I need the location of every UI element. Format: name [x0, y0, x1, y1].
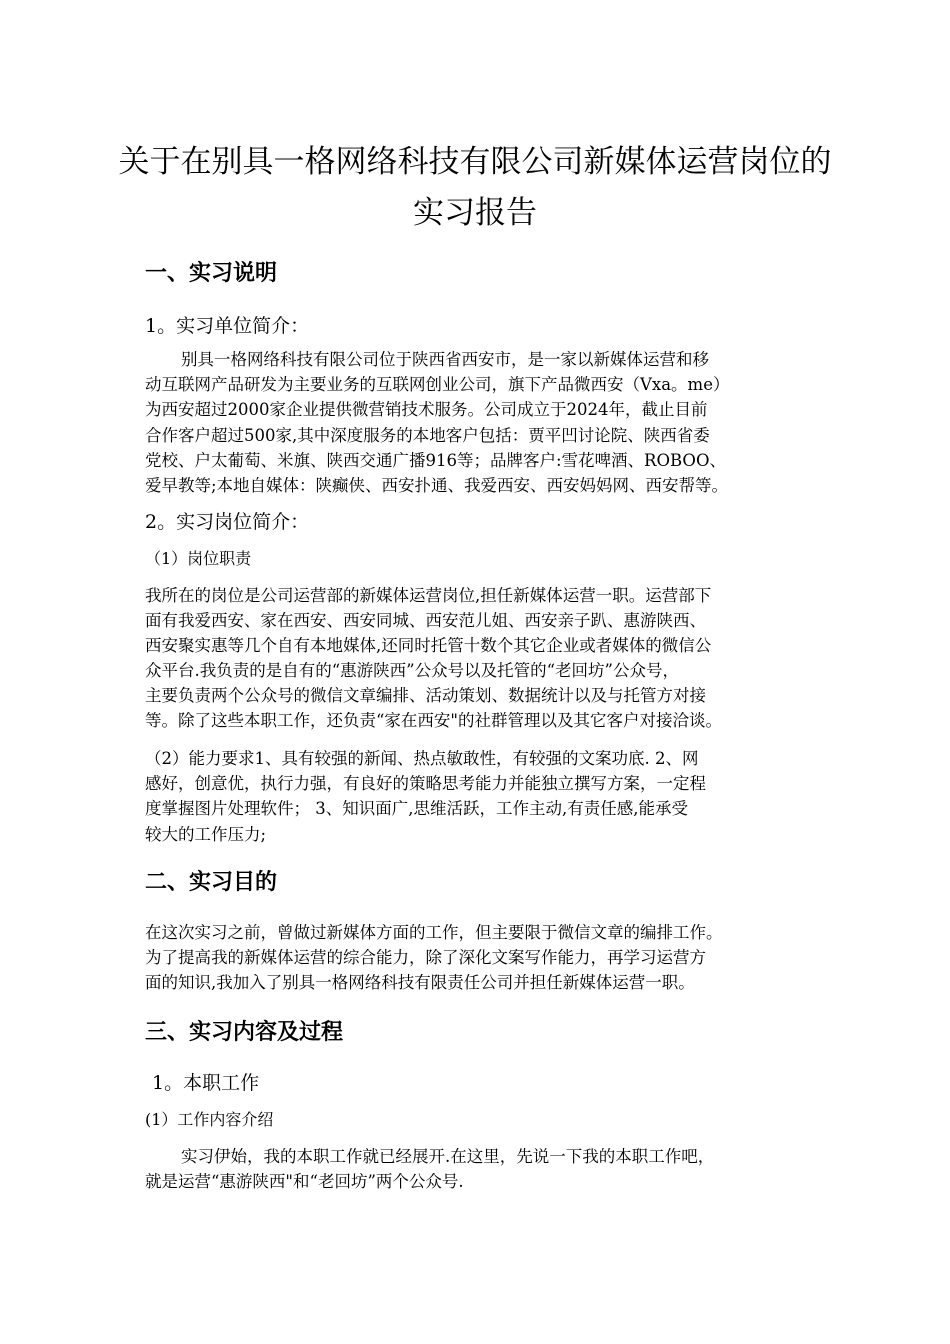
paragraph-line: （2）能力要求1、具有较强的新闻、热点敏敢性，有较强的文案功底. 2、网: [145, 749, 699, 768]
paragraph-line: 实习伊始，我的本职工作就已经展开.在这里，先说一下我的本职工作吧，: [181, 1147, 715, 1166]
subheading-position-intro: 2。实习岗位简介：: [145, 511, 310, 533]
item-heading-work-content: (1）工作内容介绍: [145, 1110, 274, 1129]
report-title-line-2: 实习报告: [413, 195, 537, 231]
report-title-line-1: 关于在别具一格网络科技有限公司新媒体运营岗位的: [118, 144, 832, 180]
paragraph-line: 面的知识,我加入了别具一格网络科技有限责任公司并担任新媒体运营一职。: [145, 973, 695, 992]
paragraph-line: 党校、户太葡萄、米旗、陕西交通广播916等；品牌客户:雪花啤酒、ROBOO、: [145, 451, 726, 470]
section-heading-internship-content: 三、实习内容及过程: [145, 1020, 344, 1045]
paragraph-line: 较大的工作压力;: [145, 825, 267, 844]
paragraph-line: 我所在的岗位是公司运营部的新媒体运营岗位,担任新媒体运营一职。运营部下: [145, 586, 712, 605]
paragraph-line: 动互联网产品研发为主要业务的互联网创业公司，旗下产品微西安（Vxa。me）: [145, 375, 730, 394]
paragraph-line: 众平台.我负责的是自有的“惠游陕西”公众号以及托管的“老回坊”公众号，: [145, 661, 679, 680]
paragraph-line: 合作客户超过500家,其中深度服务的本地客户包括：贾平凹讨论院、陕西省委: [145, 426, 710, 445]
paragraph-line: 为了提高我的新媒体运营的综合能力，除了深化文案写作能力，再学习运营方: [145, 948, 706, 967]
section-heading-internship-description: 一、实习说明: [145, 261, 278, 286]
paragraph-line: 爱早教等;本地自媒体：陕癫侠、西安扑通、我爱西安、西安妈妈网、西安帮等。: [145, 476, 729, 495]
subheading-company-intro: 1。实习单位简介：: [145, 315, 310, 337]
section-heading-internship-purpose: 二、实习目的: [145, 870, 278, 895]
paragraph-line: 西安聚实惠等几个自有本地媒体,还同时托管十数个其它企业或者媒体的微信公: [145, 636, 712, 655]
item-heading-job-duties: （1）岗位职责: [145, 549, 252, 568]
paragraph-line: 等。除了这些本职工作，还负责“家在西安"的社群管理以及其它客户对接洽谈。: [145, 711, 723, 730]
paragraph-line: 在这次实习之前，曾做过新媒体方面的工作，但主要限于微信文章的编排工作。: [145, 923, 723, 942]
subheading-main-duties: 1。本职工作: [152, 1072, 260, 1094]
paragraph-line: 度掌握图片处理软件； 3、知识面广,思维活跃，工作主动,有责任感,能承受: [145, 799, 688, 818]
paragraph-line: 感好，创意优，执行力强，有良好的策略思考能力并能独立撰写方案，一定程: [145, 774, 706, 793]
paragraph-line: 面有我爱西安、家在西安、西安同城、西安范儿姐、西安亲子趴、惠游陕西、: [145, 611, 706, 630]
paragraph-line: 为西安超过2000家企业提供微营销技术服务。公司成立于2024年，截止目前: [145, 400, 708, 419]
paragraph-line: 就是运营“惠游陕西"和“老回坊”两个公众号.: [145, 1172, 464, 1191]
paragraph-line: 主要负责两个公众号的微信文章编排、活动策划、数据统计以及与托管方对接: [145, 686, 706, 705]
paragraph-line: 别具一格网络科技有限公司位于陕西省西安市，是一家以新媒体运营和移: [181, 350, 709, 369]
